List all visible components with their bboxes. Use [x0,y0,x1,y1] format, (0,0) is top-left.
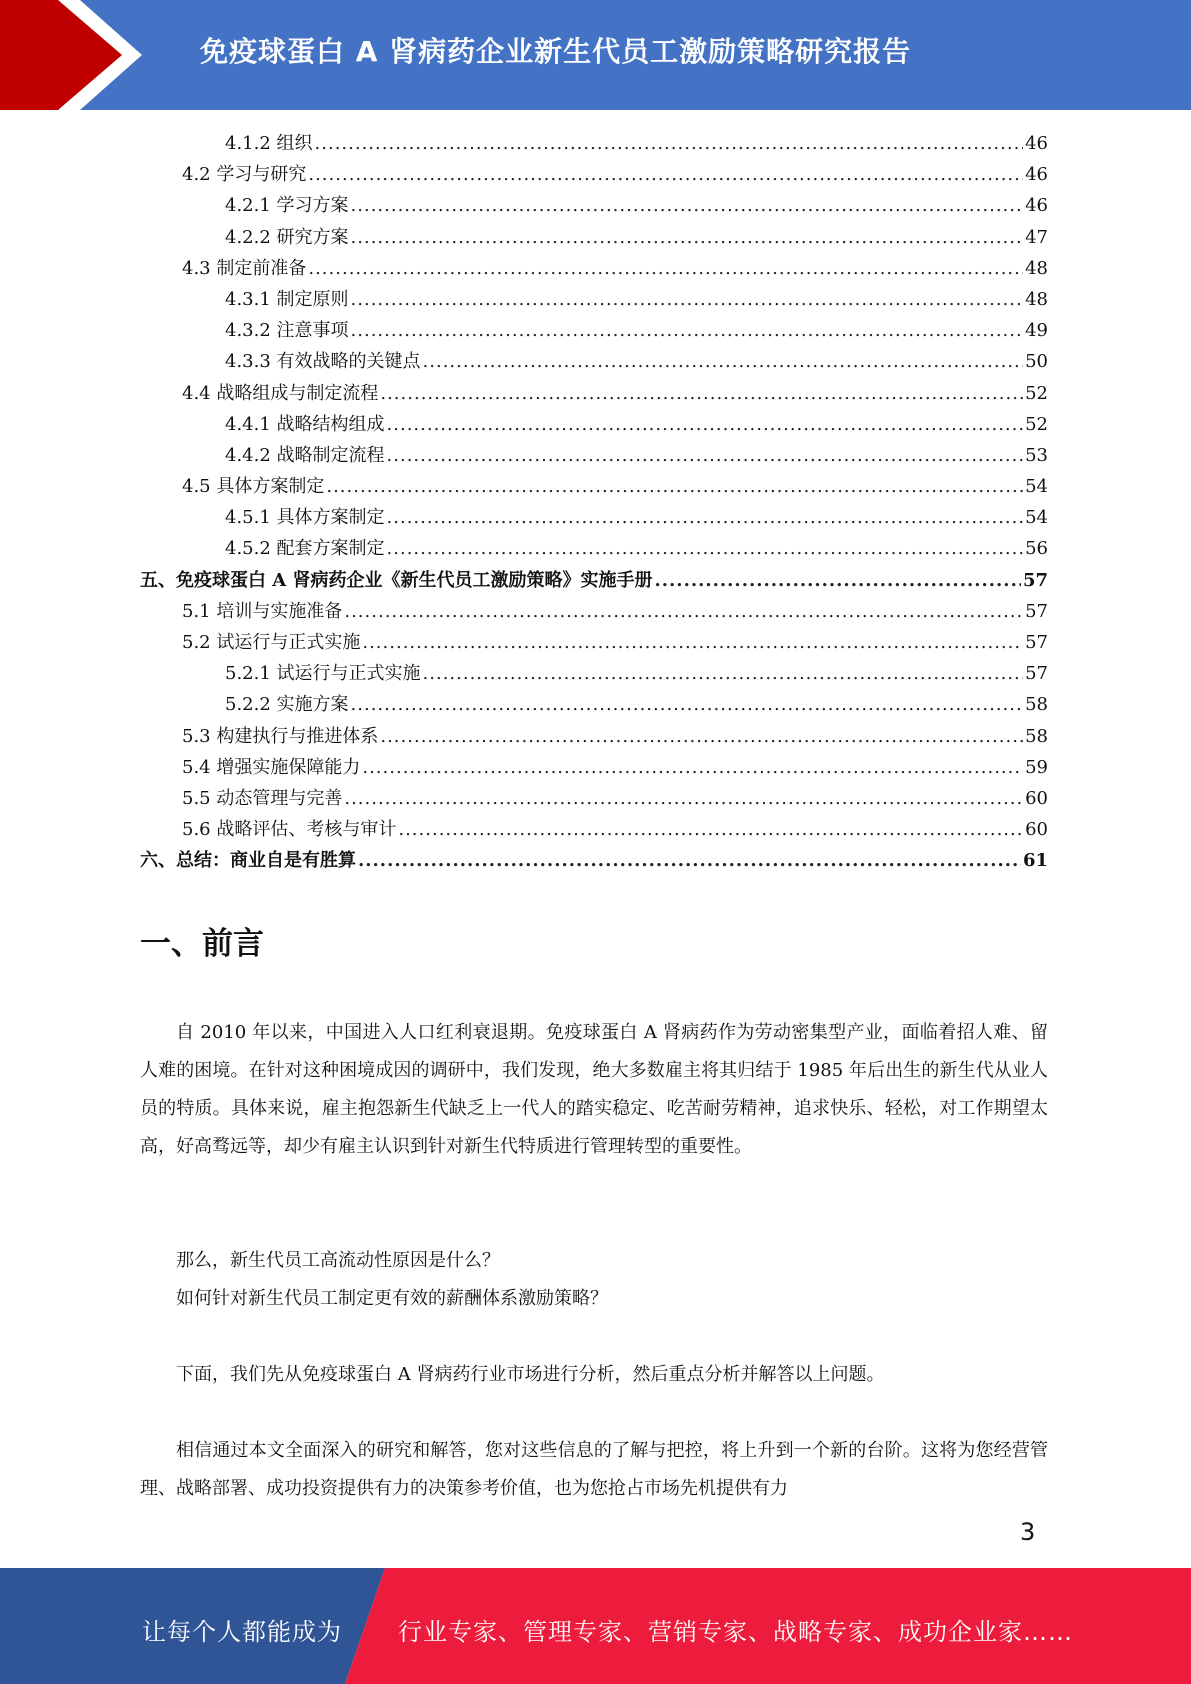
intro-paragraph: 自 2010 年以来，中国进入人口红利衰退期。免疫球蛋白 A 肾病药作为劳动密集型产业，面临着招人难、留人难的困境。在针对这种困境成因的调研中，我们发现，绝大多数雇主将其归结于 1985 年后出生的新生代从业人员的特质。具体来说，雇主抱怨新生代缺乏上一代人的踏实稳定、吃苦耐劳精神，追求快乐、轻松，对工作期望太高，好高骛远等，却少有雇主认识到针对新生代特质进行管理转型的重要性。 [140,1022,1048,1157]
toc-entry-page: 59 [1025,756,1048,778]
toc-entry[interactable] [140,315,1048,346]
toc-entry-label: 4.1.2 组织 [225,133,313,154]
toc-entry[interactable] [140,159,1048,190]
page-footer [0,1568,1191,1684]
toc-entry-label: 5.6 战略评估、考核与审计 [182,819,397,841]
question-block [140,1242,1048,1318]
toc-entry-label: 4.2 学习与研究 [182,164,307,186]
toc-entry-page: 46 [1025,195,1048,217]
document-title: 免疫球蛋白 A 肾病药企业新生代员工激励策略研究报告 [200,35,912,68]
toc-entry-label: 4.4.2 战略制定流程 [225,444,385,466]
toc-leader-dots [380,721,1023,752]
toc-entry-label: 5.1 培训与实施准备 [182,600,343,622]
question-line: 如何针对新生代员工制定更有效的薪酬体系激励策略？ [176,1288,608,1309]
toc-entry[interactable] [140,689,1048,720]
page-header [0,0,1191,110]
toc-entry-page: 57 [1025,632,1048,653]
toc-entry-page: 52 [1025,382,1048,404]
toc-entry-label: 4.2.2 研究方案 [225,226,349,248]
toc-leader-dots [387,502,1024,533]
toc-entry-page: 50 [1025,351,1048,373]
toc-leader-dots [351,315,1024,346]
toc-leader-dots [315,128,1024,159]
footer-slogan-right: 行业专家、管理专家、营销专家、战略专家、成功企业家…… [398,1618,1073,1646]
toc-entry-page: 61 [1022,850,1048,872]
toc-entry-page: 57 [1025,663,1048,685]
toc-entry[interactable] [140,440,1048,471]
toc-entry[interactable] [140,128,1048,159]
toc-leader-dots [351,222,1024,253]
toc-leader-dots [308,253,1023,284]
intro-paragraph: 相信通过本文全面深入的研究和解答，您对这些信息的了解与把控，将上升到一个新的台阶。这将为您经营管理、战略部署、成功投资提供有力的决策参考价值，也为您抢占市场先机提供有力 [140,1440,1048,1499]
toc-leader-dots [326,471,1023,502]
toc-entry[interactable] [140,845,1048,876]
page-number: 3 [1020,1518,1036,1546]
toc-leader-dots [351,689,1024,720]
toc-entry[interactable] [140,627,1048,658]
toc-entry-label: 4.3.2 注意事项 [225,320,349,342]
toc-entry-label: 5.2.2 实施方案 [225,694,349,716]
table-of-contents [140,128,1048,877]
intro-paragraph: 下面，我们先从免疫球蛋白 A 肾病药行业市场进行分析，然后重点分析并解答以上问题。 [176,1364,885,1385]
toc-entry-label: 4.5.1 具体方案制定 [225,507,385,529]
toc-entry-label: 4.5.2 配套方案制定 [225,538,385,560]
toc-entry-page: 58 [1025,725,1048,747]
toc-entry-label: 5.4 增强实施保障能力 [182,756,361,778]
toc-entry[interactable] [140,190,1048,221]
intro-paragraph-1-block [140,1014,1048,1166]
toc-entry[interactable] [140,596,1048,627]
toc-entry-page: 53 [1025,444,1048,466]
toc-entry-page: 57 [1025,600,1048,622]
toc-entry-label: 4.5 具体方案制定 [182,476,325,498]
toc-entry[interactable] [140,752,1048,783]
toc-entry-page: 49 [1025,320,1048,342]
toc-entry-page: 47 [1025,226,1048,248]
toc-leader-dots [308,159,1023,190]
toc-entry-page: 56 [1025,538,1048,560]
toc-leader-dots [358,845,1021,876]
intro-paragraph-3-block [140,1432,1048,1508]
footer-slogan-left: 让每个人都能成为 [142,1618,342,1646]
toc-entry[interactable] [140,409,1048,440]
toc-leader-dots [387,440,1024,471]
toc-entry[interactable] [140,222,1048,253]
toc-leader-dots [351,284,1024,315]
toc-entry-page: 48 [1025,288,1048,310]
toc-entry-page: 60 [1025,787,1048,809]
toc-leader-dots [362,627,1023,658]
toc-entry-label: 4.3.1 制定原则 [225,288,349,310]
toc-entry-label: 五、免疫球蛋白 A 肾病药企业《新生代员工激励策略》实施手册 [140,569,653,591]
toc-entry[interactable] [140,533,1048,564]
toc-entry-label: 4.2.1 学习方案 [225,195,349,217]
toc-leader-dots [387,409,1024,440]
toc-entry[interactable] [140,658,1048,689]
toc-entry-page: 57 [1022,569,1048,591]
toc-entry-label: 4.3.3 有效战略的关键点 [225,351,421,373]
toc-entry-page: 58 [1025,694,1048,716]
toc-leader-dots [423,658,1024,689]
toc-entry[interactable] [140,814,1048,845]
toc-entry[interactable] [140,346,1048,377]
toc-entry-page: 46 [1025,164,1048,186]
toc-entry[interactable] [140,721,1048,752]
toc-entry-page: 54 [1025,507,1048,529]
toc-entry-label: 5.3 构建执行与推进体系 [182,725,379,747]
toc-leader-dots [351,190,1024,221]
toc-entry-label: 4.4.1 战略结构组成 [225,413,385,435]
toc-leader-dots [344,783,1023,814]
question-line: 那么，新生代员工高流动性原因是什么？ [176,1250,500,1271]
toc-entry-page: 48 [1025,257,1048,279]
toc-entry[interactable] [140,253,1048,284]
toc-entry[interactable] [140,378,1048,409]
toc-leader-dots [387,533,1024,564]
toc-entry[interactable] [140,471,1048,502]
intro-paragraph-2-block [140,1356,1048,1394]
toc-leader-dots [398,814,1023,845]
toc-entry[interactable] [140,783,1048,814]
toc-entry-page: 52 [1025,413,1048,435]
toc-entry[interactable] [140,502,1048,533]
toc-entry-page: 46 [1025,133,1048,154]
toc-entry-label: 5.2.1 试运行与正式实施 [225,663,421,685]
toc-entry-label: 5.5 动态管理与完善 [182,787,343,809]
section-heading: 一、前言 [140,926,264,962]
toc-entry-label: 六、总结：商业自是有胜算 [140,850,356,872]
toc-entry-label: 5.2 试运行与正式实施 [182,632,361,653]
toc-leader-dots [655,565,1021,596]
toc-entry-label: 4.4 战略组成与制定流程 [182,382,379,404]
toc-entry-page: 54 [1025,476,1048,498]
toc-entry-label: 4.3 制定前准备 [182,257,307,279]
toc-entry[interactable] [140,284,1048,315]
toc-leader-dots [423,346,1024,377]
toc-entry-page: 60 [1025,819,1048,841]
toc-leader-dots [344,596,1023,627]
toc-leader-dots [380,378,1023,409]
toc-entry[interactable] [140,565,1048,596]
toc-leader-dots [362,752,1023,783]
